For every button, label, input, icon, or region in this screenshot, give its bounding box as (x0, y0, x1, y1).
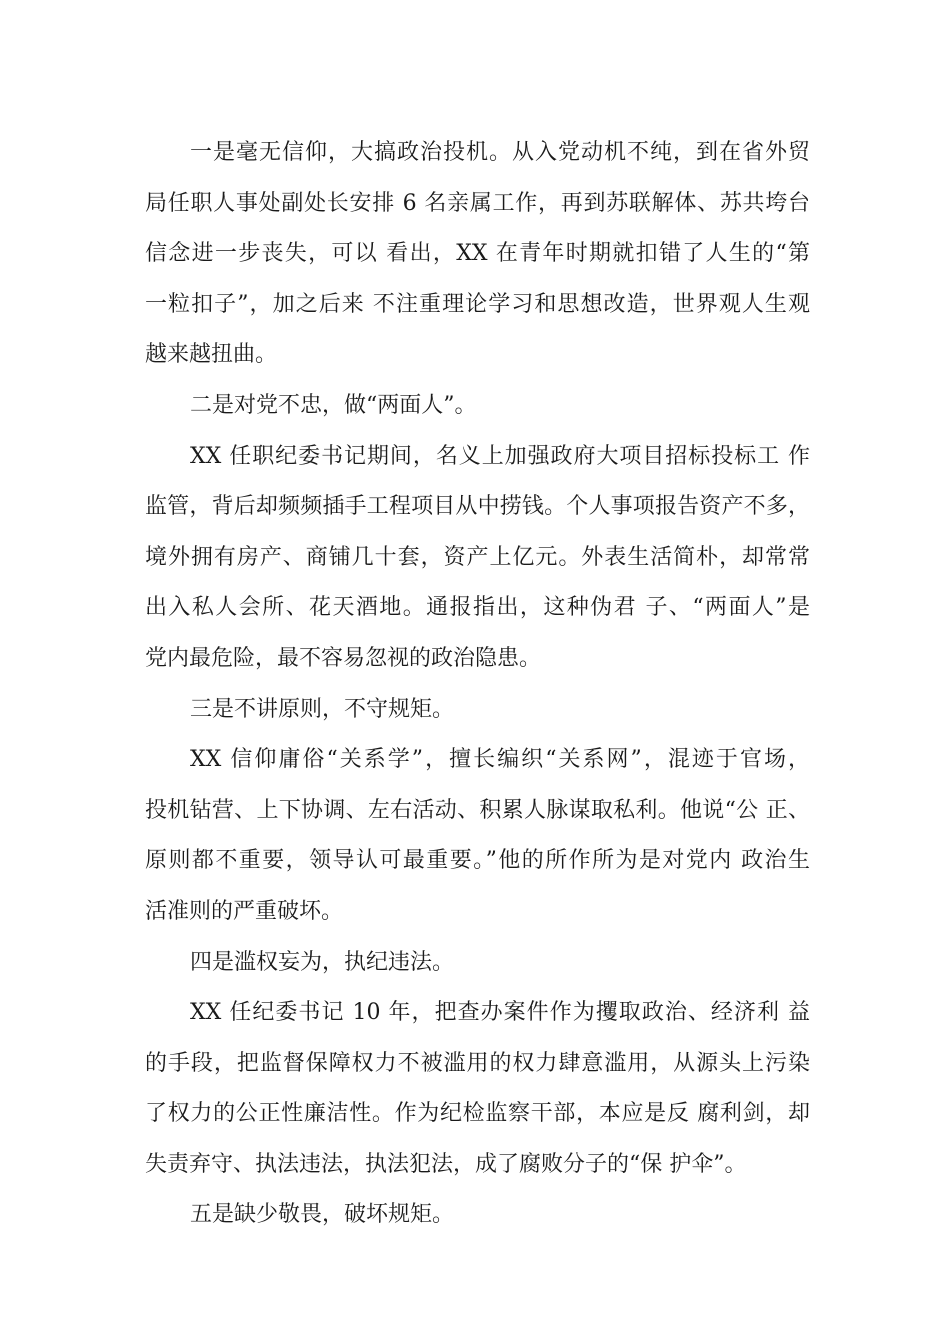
text-line: 党内最危险，最不容易忽视的政治隐患。 (145, 645, 542, 671)
text-line: 境外拥有房产、商铺几十套，资产上亿元。外表生活简朴，却常常 (145, 544, 810, 570)
text-line: 投机钻营、上下协调、左右活动、积累人脉谋取私利。他说“公 正、 (145, 797, 810, 823)
section-heading: 五是缺少敬畏，破坏规矩。 (190, 1202, 455, 1228)
text-line: 越来越扭曲。 (145, 342, 278, 368)
text-line: 原则都不重要，领导认可最重要。”他的所作所为是对党内 政治生 (145, 848, 810, 874)
document-body (145, 128, 810, 1241)
section-heading: 三是不讲原则，不守规矩。 (190, 696, 455, 722)
section-heading: 四是滥权妄为，执纪违法。 (190, 949, 455, 975)
text-line: 出入私人会所、花天酒地。通报指出，这种伪君 子、“两面人”是 (145, 595, 810, 621)
text-line: 活准则的严重破坏。 (145, 898, 344, 924)
text-line: 信念进一步丧失，可以 看出，XX 在青年时期就扣错了人生的“第 (145, 241, 810, 267)
text-line: XX 任职纪委书记期间，名义上加强政府大项目招标投标工 作 (190, 443, 810, 469)
text-line: 一是毫无信仰，大搞政治投机。从入党动机不纯，到在省外贸 (190, 140, 810, 165)
text-line: 监管，背后却频频插手工程项目从中捞钱。个人事项报告资产不多， (145, 494, 810, 520)
text-line: 失责弃守、执法违法，执法犯法，成了腐败分子的“保 护伞”。 (145, 1151, 747, 1177)
text-line: XX 任纪委书记 10 年，把查办案件作为攫取政治、经济利 益 (190, 1000, 810, 1026)
text-line: 了权力的公正性廉洁性。作为纪检监察干部，本应是反 腐利剑，却 (145, 1101, 810, 1127)
text-line: XX 信仰庸俗“关系学”，擅长编织“关系网”，混迹于官场， (190, 747, 810, 773)
text-line: 局任职人事处副处长安排 6 名亲属工作，再到苏联解体、苏共垮台 (145, 190, 810, 216)
section-heading: 二是对党不忠，做“两面人”。 (190, 392, 477, 418)
text-line: 一粒扣子”，加之后来 不注重理论学习和思想改造，世界观人生观 (145, 291, 810, 317)
text-line: 的手段，把监督保障权力不被滥用的权力肆意滥用，从源头上污染 (145, 1050, 810, 1076)
